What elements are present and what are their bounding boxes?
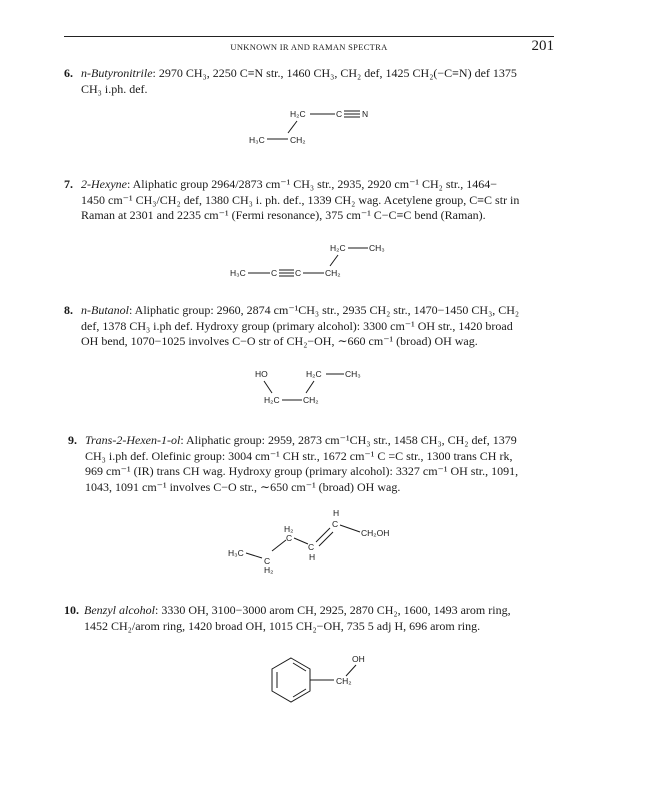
atom-label: H₂ [284,524,294,534]
entry-line: OH bend, 1070−1025 involves C−O str of CH₂−OH, ∼660 cm⁻¹ (broad) OH wag. [81,334,478,348]
atom-label: CH₂ [303,395,319,405]
atom-label: C [286,533,293,543]
entry-6 [64,66,556,97]
atom-label: CH₂ [325,268,341,278]
atom-label: C [264,556,271,566]
entry-line: CH₃ i.ph def. Olefinic group: 3004 cm⁻¹ CH str., 1672 cm⁻¹ C =C str., 1300 trans CH rk, [85,448,513,463]
atom-label: H₂C [330,243,346,253]
entry-line: : 3330 OH, 3100−3000 arom CH, 2925, 2870 CH₂, 1600, 1493 arom ring, [154,603,511,617]
atom-label: H₃C [249,135,265,145]
compound-name: 2-Hexyne [81,177,127,191]
page-number: 201 [531,38,554,54]
compound-name: n-Butyronitrile [81,66,153,80]
entry-8 [64,303,556,350]
atom-label: C [308,542,315,552]
structure-trans-2-hexen-1-ol [220,506,420,576]
atom-label: H₂ [264,565,274,575]
entry-number: 8. [64,303,73,317]
entry-number: 10. [64,603,79,617]
running-title: UNKNOWN IR AND RAMAN SPECTRA [230,42,388,52]
bond [330,255,338,266]
atom-label: N [362,109,369,119]
bond [306,381,314,393]
entry-number: 9. [68,433,77,447]
atom-label: CH₂ [336,676,352,686]
benzene-ring [272,658,310,702]
bond [293,689,306,697]
entry-number: 7. [64,177,73,191]
compound-name: Benzyl alcohol [84,603,155,617]
atom-label: H₃C [230,268,246,278]
atom-label: H₃C [228,548,244,558]
atom-label: CH₂OH [361,528,390,538]
bond [272,540,286,551]
atom-label: C [336,109,343,119]
bond [316,528,330,542]
entry-line: : Aliphatic group 2964/2873 cm⁻¹ CH₃ str., 2935, 2920 cm⁻¹ CH₂ str., 1464− [126,177,497,191]
atom-label: HO [255,369,268,379]
entry-7 [64,177,556,224]
atom-label: H [333,508,340,518]
atom-label: C [332,519,339,529]
atom-label: H [309,552,316,562]
header-rule [64,36,554,37]
entry-9 [68,433,560,495]
entry-line: : Aliphatic group: 2960, 2874 cm⁻¹CH₃ str., 2935 CH₂ str., 1470−1450 CH₃, CH₂ [129,303,520,317]
bond [293,663,306,671]
atom-label: H₂C [290,109,306,119]
entry-line: : Aliphatic group: 2959, 2873 cm⁻¹CH₃ str., 1458 CH₃, CH₂ def, 1379 [180,433,517,447]
compound-name: n-Butanol [81,303,129,317]
atom-label: H₂C [306,369,322,379]
entry-line: 1452 CH₂/arom ring, 1420 broad OH, 1015 CH₂−OH, 735 5 adj H, 696 arom ring. [84,618,481,633]
bond [264,381,272,393]
bond [288,121,297,133]
entry-line: Raman at 2301 and 2235 cm⁻¹ (Fermi resonance), 375 cm⁻¹ C−C≡C bend (Raman). [81,208,486,222]
structure-n-butanol [248,366,388,408]
structure-n-butyronitrile [240,104,400,150]
bond [294,538,308,544]
bond [346,665,356,676]
bond [340,525,360,532]
entry-number: 6. [64,66,73,80]
atom-label: CH₂ [290,135,306,145]
compound-name: Trans-2-Hexen-1-ol [85,433,181,447]
structure-2-hexyne [222,240,422,282]
atom-label: C [295,268,302,278]
entry-line: : 2970 CH₃, 2250 C≡N str., 1460 CH₃, CH₂ def, 1425 CH₂(−C≡N) def 1375 [152,66,517,80]
entry-line: 1450 cm⁻¹ CH₃/CH₂ def, 1380 CH₃ i. ph. def., 1339 CH₂ wag. Acetylene group, C≡C str in [81,192,520,207]
entry-line: 1043, 1091 cm⁻¹ involves C−O str., ∼650 cm⁻¹ (broad) OH wag. [85,479,401,494]
structure-benzyl-alcohol [248,650,378,714]
entry-10 [64,603,556,634]
atom-label: CH₃ [369,243,385,253]
entry-line: CH₃ i.ph. def. [81,81,148,96]
entry-line: 969 cm⁻¹ (IR) trans CH wag. Hydroxy group (primary alcohol): 3327 cm⁻¹ OH str., 1091, [85,464,519,478]
atom-label: CH₃ [345,369,361,379]
atom-label: OH [352,654,365,664]
atom-label: H₂C [264,395,280,405]
atom-label: C [271,268,278,278]
bond [246,553,262,558]
entry-line: def, 1378 CH₃ i.ph def. Hydroxy group (primary alcohol): 3300 cm⁻¹ OH str., 1420 broad [81,318,513,333]
bond [319,532,333,546]
